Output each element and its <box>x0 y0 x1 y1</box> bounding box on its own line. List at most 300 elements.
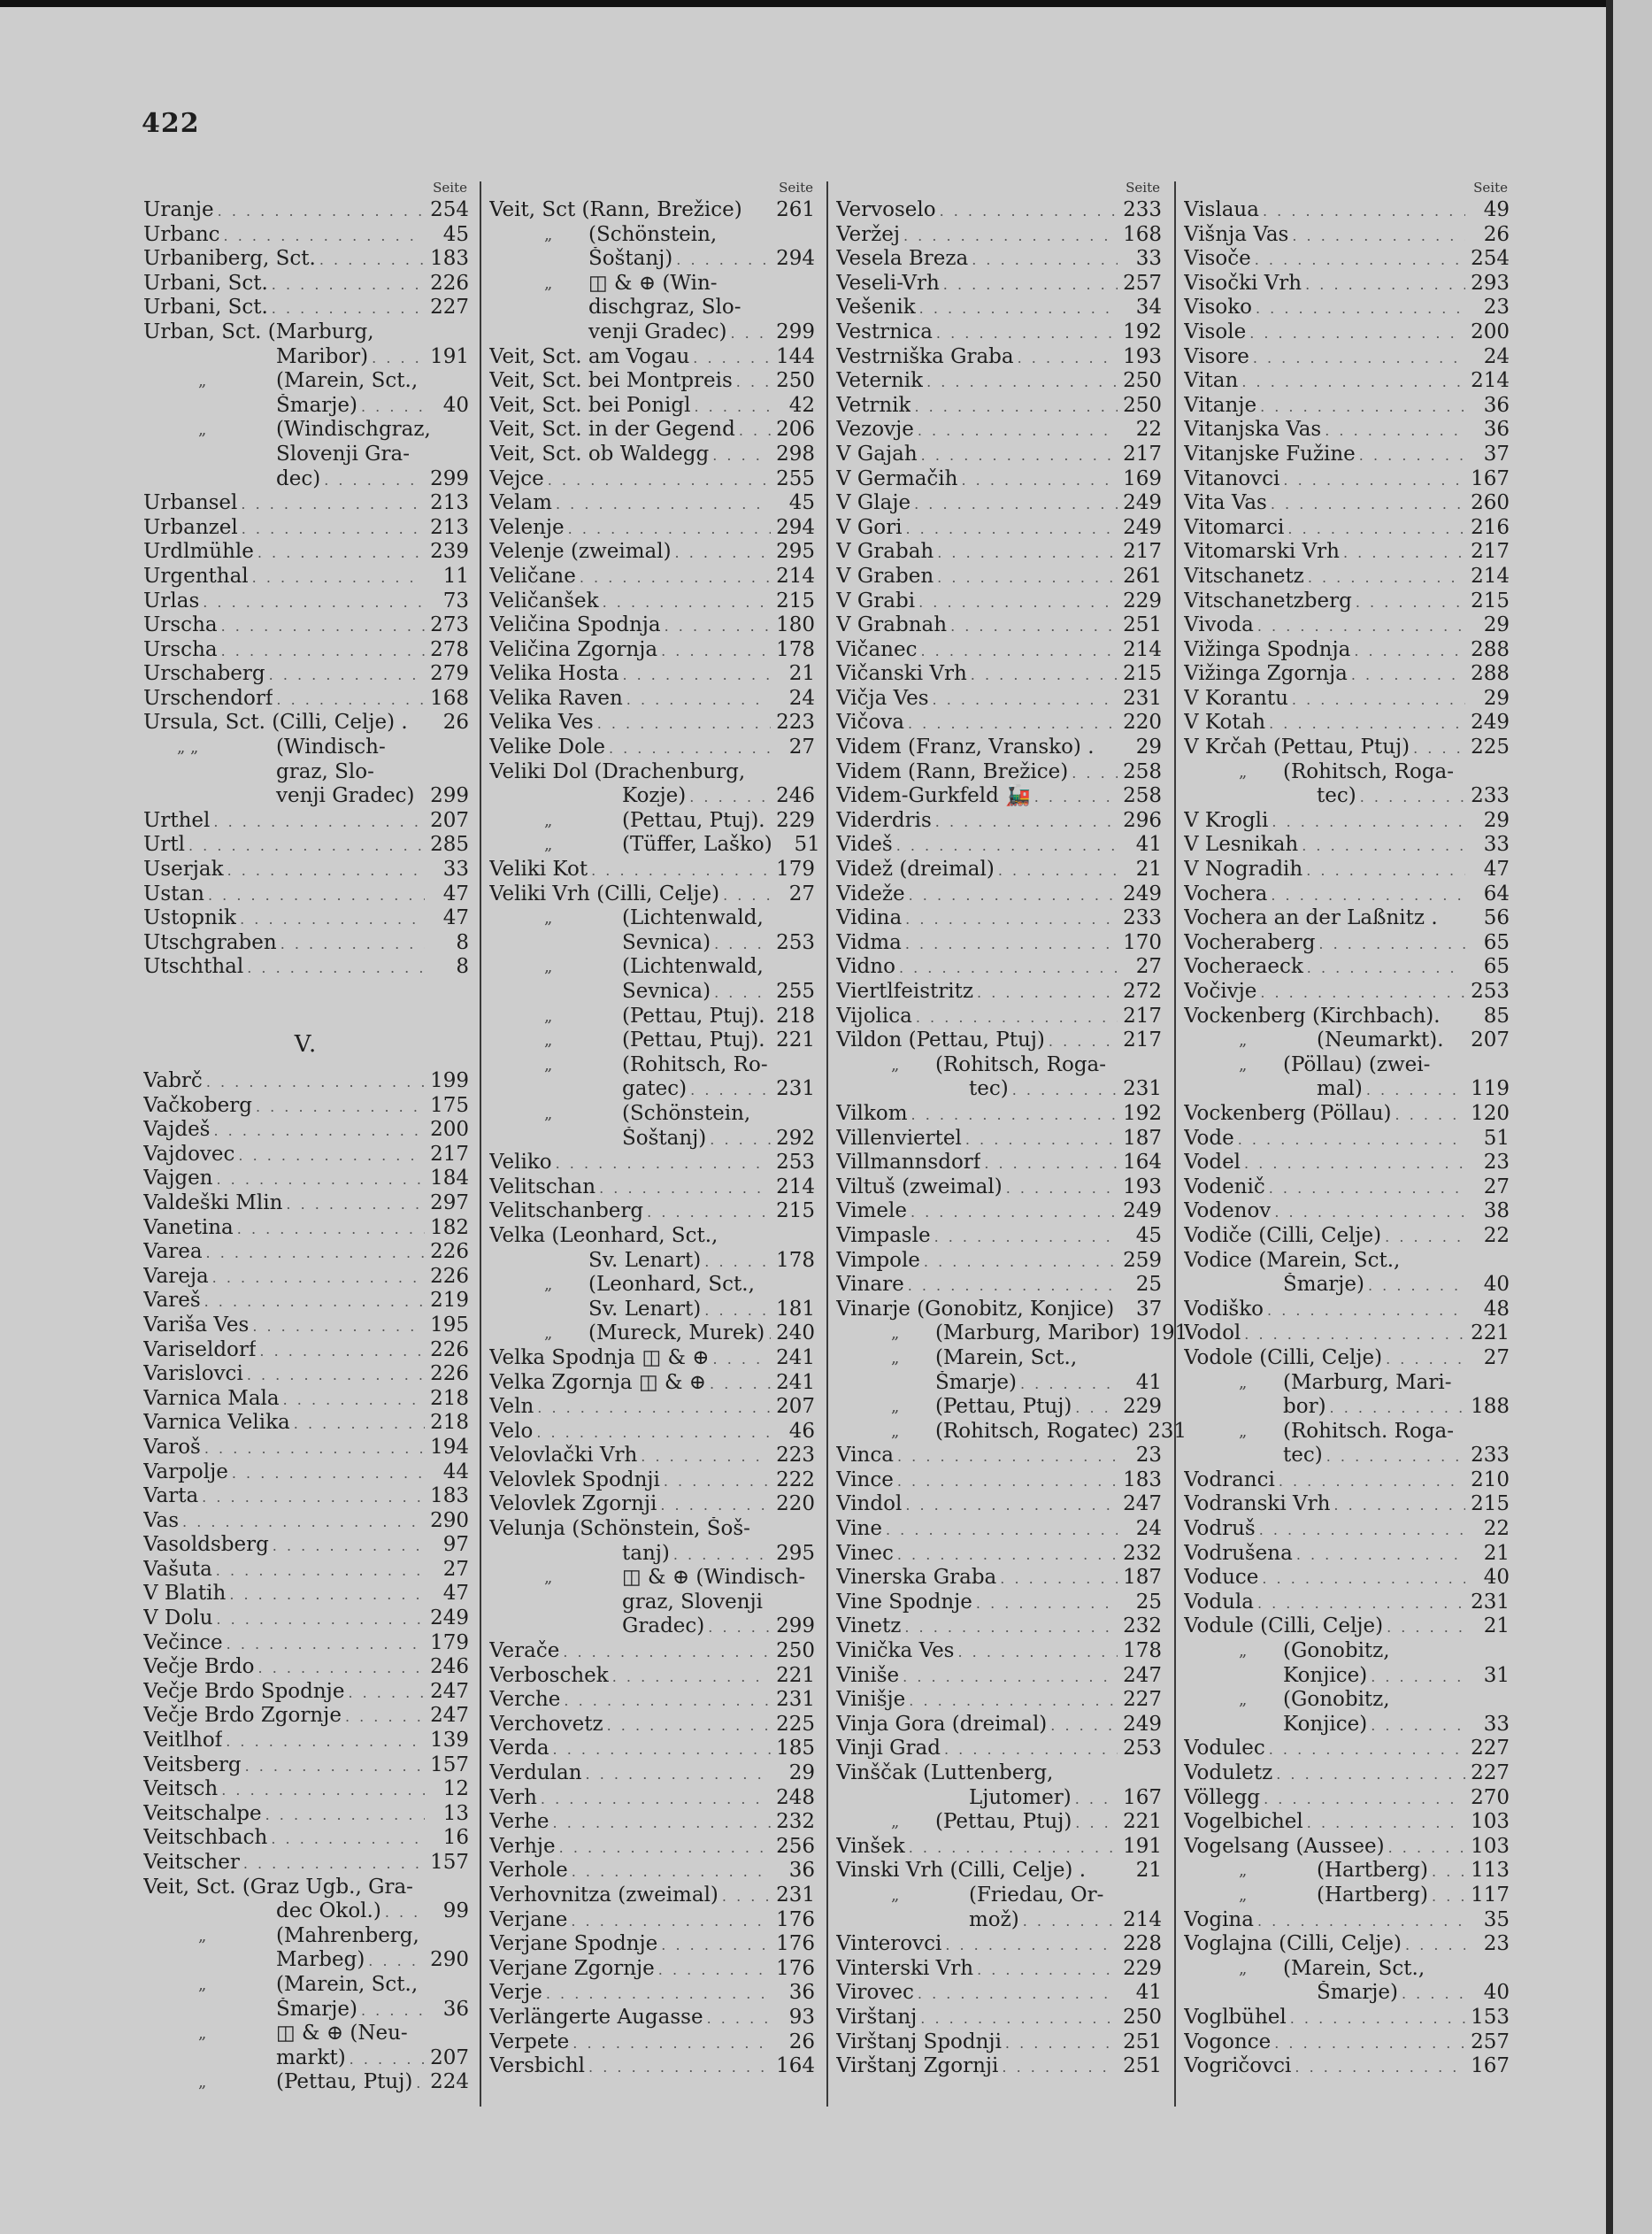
entry-name: Varoš <box>143 1435 201 1459</box>
entry-name: dec Okol.) <box>276 1899 381 1923</box>
index-entry <box>489 320 815 345</box>
entry-name: Marbeg) <box>276 1948 365 1972</box>
index-entry <box>143 345 469 370</box>
leader-dots <box>556 492 771 517</box>
entry-page-number: 253 <box>776 1151 815 1175</box>
leader-dots <box>556 1152 771 1176</box>
index-entry <box>489 1492 815 1517</box>
entry-name: Vinšek <box>836 1834 905 1858</box>
entry-name: Velika Ves <box>489 711 594 735</box>
index-entry <box>1184 296 1510 320</box>
index-entry <box>143 1289 469 1313</box>
entry-page-number: 232 <box>1123 1614 1162 1638</box>
leader-dots <box>276 688 425 713</box>
index-entry <box>836 345 1162 370</box>
index-entry <box>489 613 815 638</box>
entry-name: Gradec) <box>622 1614 705 1638</box>
entry-page-number: 258 <box>1123 759 1162 783</box>
leader-dots <box>245 1754 425 1779</box>
entry-page-number: 194 <box>430 1435 469 1459</box>
leader-dots <box>1034 785 1118 810</box>
entry-page-number: 183 <box>1123 1468 1162 1491</box>
leader-dots <box>1075 1811 1118 1836</box>
entry-name: Velika Raven <box>489 686 623 710</box>
index-entry <box>836 1761 1162 1786</box>
index-entry <box>143 1558 469 1583</box>
index-entry <box>1184 1298 1510 1322</box>
entry-name: Veit, Sct. ob Waldegg <box>489 442 710 466</box>
index-entry <box>1184 760 1510 785</box>
entry-page-number: 40 <box>1483 1273 1510 1297</box>
column-divider <box>826 181 828 2107</box>
entry-page-number: 221 <box>1123 1810 1162 1834</box>
entry-name: Šmarje) <box>276 393 357 417</box>
entry-page-number: 16 <box>442 1826 469 1850</box>
index-entry <box>143 1533 469 1558</box>
index-entry <box>836 2030 1162 2055</box>
entry-name: Veit, Sct. (Graz Ugb., Gra- <box>143 1875 413 1899</box>
entry-page-number: 240 <box>776 1321 815 1345</box>
section-heading: V. <box>294 1031 319 1058</box>
index-entry <box>836 1395 1162 1420</box>
entry-name: Veit, Sct (Rann, Brežice) <box>489 198 742 221</box>
entry-name: Verdulan <box>489 1761 582 1784</box>
leader-dots <box>961 468 1118 493</box>
leader-dots <box>1371 1665 1465 1690</box>
index-entry <box>1184 1859 1510 1883</box>
entry-page-number: 249 <box>1123 882 1162 905</box>
index-entry <box>143 1460 469 1485</box>
entry-page-number: 285 <box>430 833 469 857</box>
entry-page-number: 218 <box>776 1004 815 1028</box>
entry-name: Vičova <box>836 711 904 735</box>
index-entry <box>836 1321 1188 1346</box>
index-entry <box>489 443 815 467</box>
index-entry <box>836 1542 1162 1567</box>
entry-page-number: 45 <box>788 491 815 515</box>
leader-dots <box>221 639 425 664</box>
entry-name: Velunja (Schönstein, Šoš- <box>489 1517 750 1541</box>
entry-page-number: 34 <box>1135 296 1162 320</box>
entry-name: (Pöllau) (zwei- <box>1283 1052 1431 1076</box>
index-entry <box>489 2054 815 2079</box>
index-entry <box>143 687 469 712</box>
entry-page-number: 21 <box>1135 858 1162 882</box>
index-column-4 <box>1184 177 1510 2079</box>
entry-name: Varta <box>143 1484 199 1508</box>
entry-page-number: 218 <box>430 1411 469 1435</box>
index-entry <box>1184 1468 1510 1493</box>
entry-page-number: 249 <box>1123 491 1162 515</box>
entry-name: Videm-Gurkfeld 🚂 <box>836 784 1031 808</box>
entry-name: Verhole <box>489 1859 568 1883</box>
entry-page-number: 207 <box>430 2045 469 2069</box>
index-entry <box>143 198 469 223</box>
index-entry <box>1184 1981 1510 2006</box>
index-entry <box>143 1655 469 1680</box>
leader-dots <box>713 1347 771 1372</box>
entry-page-number: 249 <box>1123 1199 1162 1223</box>
leader-dots <box>265 1803 425 1828</box>
leader-dots <box>603 590 771 615</box>
entry-page-number: 255 <box>776 466 815 490</box>
entry-page-number: 222 <box>776 1468 815 1491</box>
index-entry <box>836 1298 1162 1322</box>
leader-dots <box>1387 1615 1465 1640</box>
index-entry <box>489 833 820 858</box>
leader-dots <box>704 1298 771 1323</box>
leader-dots <box>1388 1836 1465 1860</box>
entry-name: Vinare <box>836 1273 904 1297</box>
index-entry <box>1184 320 1510 345</box>
entry-name: Ursula, Sct. (Cilli, Celje) . <box>143 711 408 735</box>
entry-name: Vogina <box>1184 1907 1254 1931</box>
leader-dots <box>897 1444 1118 1469</box>
leader-dots <box>1023 1909 1118 1934</box>
index-entry <box>489 1688 815 1713</box>
entry-page-number: 250 <box>1123 393 1162 417</box>
leader-dots <box>1359 443 1465 468</box>
index-entry <box>143 1924 469 1949</box>
entry-page-number: 221 <box>1471 1321 1510 1345</box>
ditto-mark: „ <box>891 1885 900 1905</box>
leader-dots <box>242 517 425 542</box>
entry-name: Urbanc <box>143 222 220 246</box>
entry-page-number: 232 <box>776 1810 815 1834</box>
entry-name: dec) <box>276 466 321 490</box>
entry-page-number: 229 <box>776 808 815 832</box>
index-entry <box>1184 1492 1510 1517</box>
entry-name: Urschendorf <box>143 686 273 710</box>
entry-page-number: 65 <box>1483 955 1510 979</box>
index-entry <box>143 1411 469 1436</box>
entry-page-number: 179 <box>430 1630 469 1654</box>
entry-page-number: 164 <box>1123 1151 1162 1175</box>
leader-dots <box>238 1144 425 1168</box>
entry-name: Userjak <box>143 858 224 882</box>
entry-name: Vogelbichel <box>1184 1810 1303 1834</box>
index-entry <box>836 662 1162 687</box>
leader-dots <box>599 1176 771 1201</box>
entry-page-number: 231 <box>776 1688 815 1712</box>
leader-dots <box>385 1900 425 1925</box>
entry-name: Vodenov <box>1184 1199 1272 1223</box>
entry-name: Vinetz <box>836 1614 902 1638</box>
leader-dots <box>933 688 1118 713</box>
entry-page-number: 249 <box>1123 515 1162 539</box>
leader-dots <box>350 2047 425 2072</box>
leader-dots <box>203 590 425 615</box>
leader-dots <box>1020 1372 1118 1397</box>
entry-name: Šmarje) <box>1317 1981 1398 2005</box>
entry-page-number: 27 <box>788 736 815 759</box>
entry-name: Völlegg <box>1184 1785 1261 1809</box>
entry-page-number: 233 <box>1471 1444 1510 1468</box>
leader-dots <box>546 1982 771 2007</box>
entry-page-number: 169 <box>1123 466 1162 490</box>
entry-name: Večje Brdo <box>143 1655 255 1679</box>
entry-page-number: 257 <box>1471 2030 1510 2053</box>
index-entry <box>489 687 815 712</box>
index-entry <box>836 198 1162 223</box>
entry-name: Varpolje <box>143 1460 228 1483</box>
index-entry <box>836 2006 1162 2030</box>
entry-page-number: 157 <box>430 1753 469 1776</box>
leader-dots <box>658 1958 771 1983</box>
entry-page-number: 250 <box>1123 2005 1162 2029</box>
leader-dots <box>1302 834 1465 859</box>
entry-page-number: 167 <box>1471 2054 1510 2078</box>
leader-dots <box>976 1591 1118 1616</box>
entry-name: Veitlhof <box>143 1729 223 1753</box>
leader-dots <box>294 1412 425 1437</box>
leader-dots <box>216 1559 425 1583</box>
entry-page-number: 299 <box>776 320 815 343</box>
section-spacer <box>143 980 469 1013</box>
entry-name: (Pettau, Ptuj). <box>622 1028 765 1052</box>
index-entry <box>1184 1810 1510 1835</box>
index-entry <box>143 1606 469 1631</box>
leader-dots <box>944 1737 1118 1762</box>
entry-page-number: 103 <box>1471 1834 1510 1858</box>
entry-page-number: 210 <box>1471 1468 1510 1491</box>
entry-name: (Neumarkt). <box>1317 1028 1444 1052</box>
entry-name: Vine Spodnje <box>836 1590 972 1614</box>
index-entry <box>836 1908 1162 1933</box>
entry-name: ◫ & ⊕ (Win- <box>588 271 718 295</box>
entry-page-number: 47 <box>442 1582 469 1606</box>
entry-name: Varnica Velika <box>143 1411 290 1435</box>
entry-page-number: 214 <box>1471 564 1510 588</box>
index-entry <box>489 1981 815 2006</box>
entry-name: bor) <box>1283 1395 1326 1419</box>
index-entry <box>143 443 469 467</box>
entry-name: Veličanšek <box>489 589 599 612</box>
entry-name: Urthel <box>143 808 211 832</box>
ditto-mark: „ <box>891 1055 900 1075</box>
index-entry <box>143 467 469 492</box>
leader-dots <box>919 297 1118 321</box>
index-entry <box>836 1127 1162 1152</box>
entry-name: Konjice) <box>1283 1712 1368 1736</box>
entry-page-number: 229 <box>1123 589 1162 612</box>
leader-dots <box>704 1250 771 1275</box>
entry-name: Urgenthal <box>143 564 249 588</box>
leader-dots <box>1253 346 1465 371</box>
index-entry <box>143 1240 469 1265</box>
entry-page-number: 38 <box>1483 1199 1510 1223</box>
index-entry <box>1184 1639 1510 1664</box>
leader-dots <box>676 248 771 273</box>
index-entry <box>1184 809 1510 834</box>
index-entry <box>836 1591 1162 1615</box>
index-entry <box>1184 858 1510 882</box>
index-entry <box>143 833 469 858</box>
entry-name: Videm (Rann, Brežice) <box>836 759 1069 783</box>
entry-page-number: 215 <box>1123 662 1162 686</box>
entry-name: (Windischgraz, <box>276 418 431 442</box>
leader-dots <box>897 1543 1118 1568</box>
index-entry <box>489 1468 815 1493</box>
leader-dots <box>247 1363 425 1388</box>
index-entry <box>1184 931 1510 956</box>
leader-dots <box>1318 932 1465 957</box>
leader-dots <box>958 1640 1118 1665</box>
index-entry <box>489 1664 815 1689</box>
entry-name: Sevnica) <box>622 930 711 954</box>
index-entry <box>1184 1566 1510 1591</box>
entry-name: V Korantu <box>1184 686 1288 710</box>
entry-name: V Germačih <box>836 466 958 490</box>
leader-dots <box>1244 1152 1465 1176</box>
entry-name: V Graben <box>836 564 934 588</box>
index-entry <box>489 516 815 541</box>
entry-name: Vanetina <box>143 1215 234 1239</box>
leader-dots <box>1360 785 1465 810</box>
index-entry <box>143 784 469 809</box>
entry-name: Sv. Lenart) <box>588 1248 702 1272</box>
entry-page-number: 183 <box>430 247 469 271</box>
index-entry <box>489 1713 815 1737</box>
entry-page-number: 288 <box>1471 637 1510 661</box>
leader-dots <box>241 492 425 517</box>
leader-dots <box>229 1583 425 1607</box>
leader-dots <box>580 566 771 590</box>
entry-name: venji Gradec) <box>588 320 727 343</box>
entry-page-number: 27 <box>1483 1175 1510 1198</box>
entry-name: Viderdris <box>836 808 932 832</box>
index-entry <box>143 1338 469 1363</box>
index-entry <box>489 1077 815 1102</box>
leader-dots <box>361 395 425 420</box>
index-entry <box>1184 1346 1510 1371</box>
ditto-mark: „ <box>198 2024 207 2044</box>
ditto-mark: „ <box>891 1324 900 1344</box>
index-entry <box>836 272 1162 297</box>
leader-dots <box>416 2071 425 2096</box>
entry-name: Vocheraberg <box>1184 930 1316 954</box>
entry-page-number: 36 <box>1483 393 1510 417</box>
index-entry <box>489 1346 815 1371</box>
index-entry <box>836 613 1162 638</box>
entry-name: Vodenič <box>1184 1175 1265 1198</box>
entry-name: Voglajna (Cilli, Celje) <box>1184 1932 1402 1956</box>
index-entry <box>489 1199 815 1224</box>
entry-name: Vochera an der Laßnitz . <box>1184 906 1438 930</box>
entry-name: Vodruš <box>1184 1517 1256 1541</box>
entry-name: Vidma <box>836 930 902 954</box>
index-entry <box>1184 1395 1510 1420</box>
leader-dots <box>937 541 1118 566</box>
entry-name: Vocheraeck <box>1184 955 1303 979</box>
index-entry <box>836 516 1162 541</box>
index-entry <box>143 1680 469 1705</box>
entry-name: Šoštanj) <box>622 1126 707 1150</box>
leader-dots <box>1238 1128 1465 1152</box>
index-entry <box>836 1224 1162 1249</box>
ditto-mark: „ <box>544 1568 553 1588</box>
entry-page-number: 8 <box>456 930 469 954</box>
leader-dots <box>1264 1787 1465 1812</box>
leader-dots <box>622 663 771 688</box>
leader-dots <box>553 1811 771 1836</box>
index-entry <box>489 1591 815 1615</box>
index-entry <box>489 1249 815 1274</box>
entry-name: Verh <box>489 1785 537 1809</box>
leader-dots <box>896 834 1118 859</box>
entry-page-number: 26 <box>442 711 469 735</box>
entry-name: (Rohitsch, Roga- <box>1283 759 1455 783</box>
entry-name: Vitanovci <box>1184 466 1280 490</box>
leader-dots <box>1279 1469 1465 1494</box>
leader-dots <box>202 1485 425 1510</box>
leader-dots <box>1075 1787 1118 1812</box>
entry-name: Velka Zgornja ◫ & ⊕ <box>489 1370 707 1394</box>
entry-page-number: 259 <box>1123 1248 1162 1272</box>
entry-name: Urscha <box>143 613 218 637</box>
entry-name: Šmarje) <box>935 1370 1017 1394</box>
index-entry <box>836 687 1162 712</box>
index-entry <box>143 1313 469 1338</box>
leader-dots <box>1075 1396 1118 1421</box>
leader-dots <box>921 443 1118 468</box>
entry-page-number: 292 <box>776 1126 815 1150</box>
index-entry <box>143 1704 469 1729</box>
entry-name: Vinišje <box>836 1688 906 1712</box>
index-entry <box>1184 1371 1510 1396</box>
entry-name: Visore <box>1184 344 1249 368</box>
leader-dots <box>1271 492 1465 517</box>
entry-name: Vitomarski Vrh <box>1184 540 1340 564</box>
entry-name: Verchovetz <box>489 1712 603 1736</box>
leader-dots <box>571 1909 771 1934</box>
index-entry <box>489 1298 815 1322</box>
entry-name: Virštanj <box>836 2005 918 2029</box>
entry-name: Veličane <box>489 564 576 588</box>
index-entry <box>489 1224 815 1249</box>
entry-name: Verhovnitza (zweimal) <box>489 1883 718 1907</box>
entry-name: (Rohitsch, Rogatec) <box>935 1419 1139 1443</box>
index-entry <box>1184 1175 1510 1200</box>
index-entry <box>143 1265 469 1290</box>
entry-name: Vabrč <box>143 1069 203 1092</box>
entry-name: Vodula <box>1184 1590 1254 1614</box>
entry-name: Vodiče (Cilli, Celje) <box>1184 1223 1382 1247</box>
entry-name: Vita Vas <box>1184 491 1267 515</box>
entry-page-number: 247 <box>430 1679 469 1703</box>
entry-page-number: 37 <box>1135 1297 1163 1321</box>
leader-dots <box>537 1396 771 1421</box>
entry-page-number: 139 <box>430 1729 469 1753</box>
leader-dots <box>563 1640 771 1665</box>
index-entry <box>489 345 815 370</box>
entry-page-number: 227 <box>1123 1688 1162 1712</box>
index-entry <box>489 1371 815 1396</box>
entry-name: Veitschbach <box>143 1826 268 1850</box>
leader-dots <box>1326 1444 1465 1469</box>
entry-page-number: 21 <box>1135 1859 1162 1883</box>
entry-name: Vestrniška Graba <box>836 344 1014 368</box>
entry-name: Vodranski Vrh <box>1184 1492 1331 1516</box>
entry-name: Kozje) <box>622 784 687 808</box>
leader-dots <box>916 1005 1118 1030</box>
entry-name: Vinička Ves <box>836 1639 955 1663</box>
entry-page-number: 29 <box>1135 736 1162 759</box>
index-entry <box>1184 1786 1510 1811</box>
entry-name: (Mahrenberg, <box>276 1923 419 1947</box>
index-entry <box>143 1069 469 1094</box>
index-entry <box>1184 1517 1510 1542</box>
